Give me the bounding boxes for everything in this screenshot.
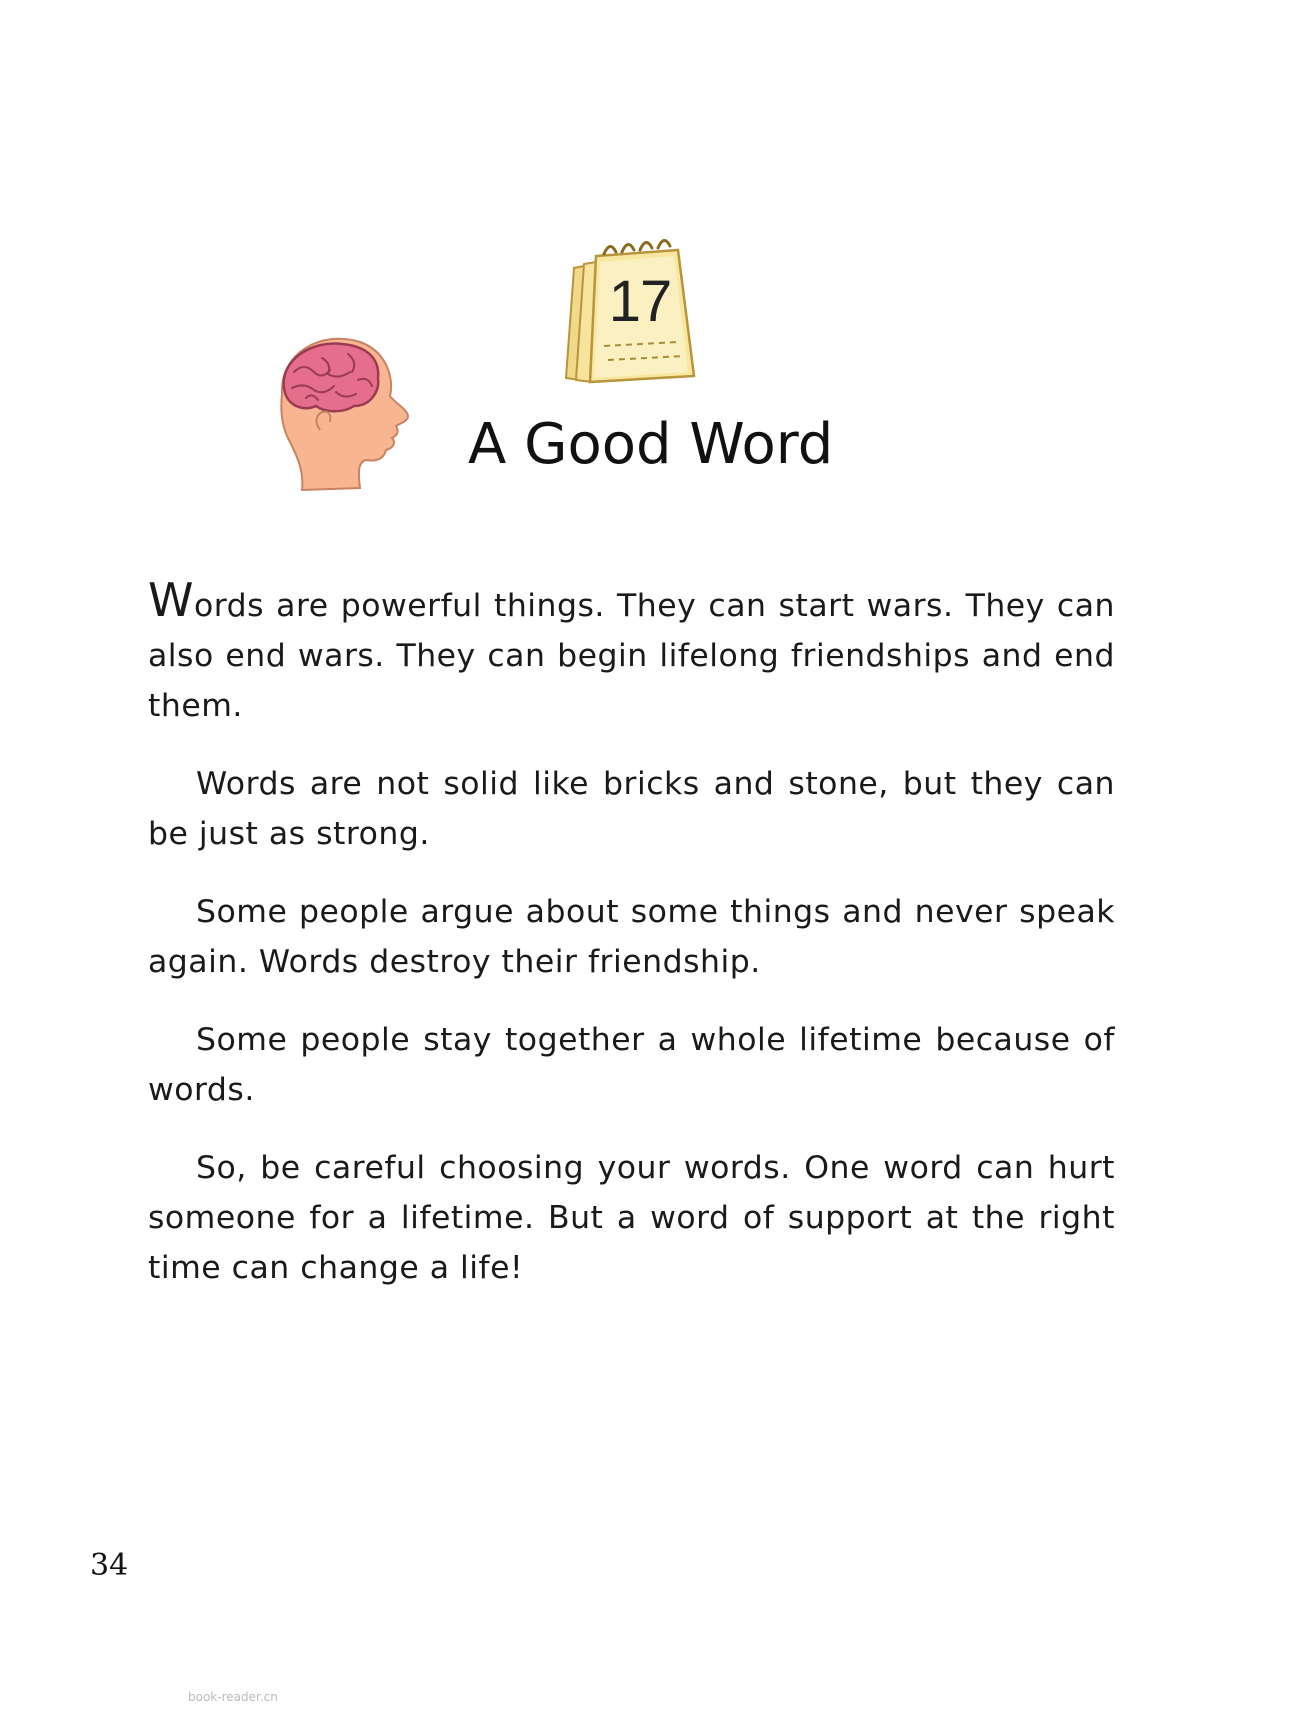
paragraph-4: Some people stay together a whole lifetime because of words.	[148, 1022, 1115, 1108]
chapter-body	[148, 573, 1115, 1321]
paragraph-5: So, be careful choosing your words. One word can hurt someone for a lifetime. But a word of support at the right time can change a life!	[148, 1150, 1115, 1286]
chapter-title: A Good Word	[468, 412, 834, 477]
paragraph-3: Some people argue about some things and never speak again. Words destroy their friendship.	[148, 894, 1115, 980]
drop-cap: W	[148, 573, 194, 627]
watermark: book-reader.cn	[188, 1690, 278, 1704]
calendar-icon	[560, 228, 700, 388]
paragraph-1	[148, 573, 1115, 731]
brain-head-icon	[262, 332, 410, 492]
chapter-number: 17	[608, 269, 672, 334]
paragraph-2: Words are not solid like bricks and stone, but they can be just as strong.	[148, 766, 1115, 852]
paragraph-1-text: ords are powerful things. They can start wars. They can also end wars. They can begin lifelong friendships and end them.	[148, 588, 1115, 724]
page-number: 34	[90, 1548, 129, 1583]
